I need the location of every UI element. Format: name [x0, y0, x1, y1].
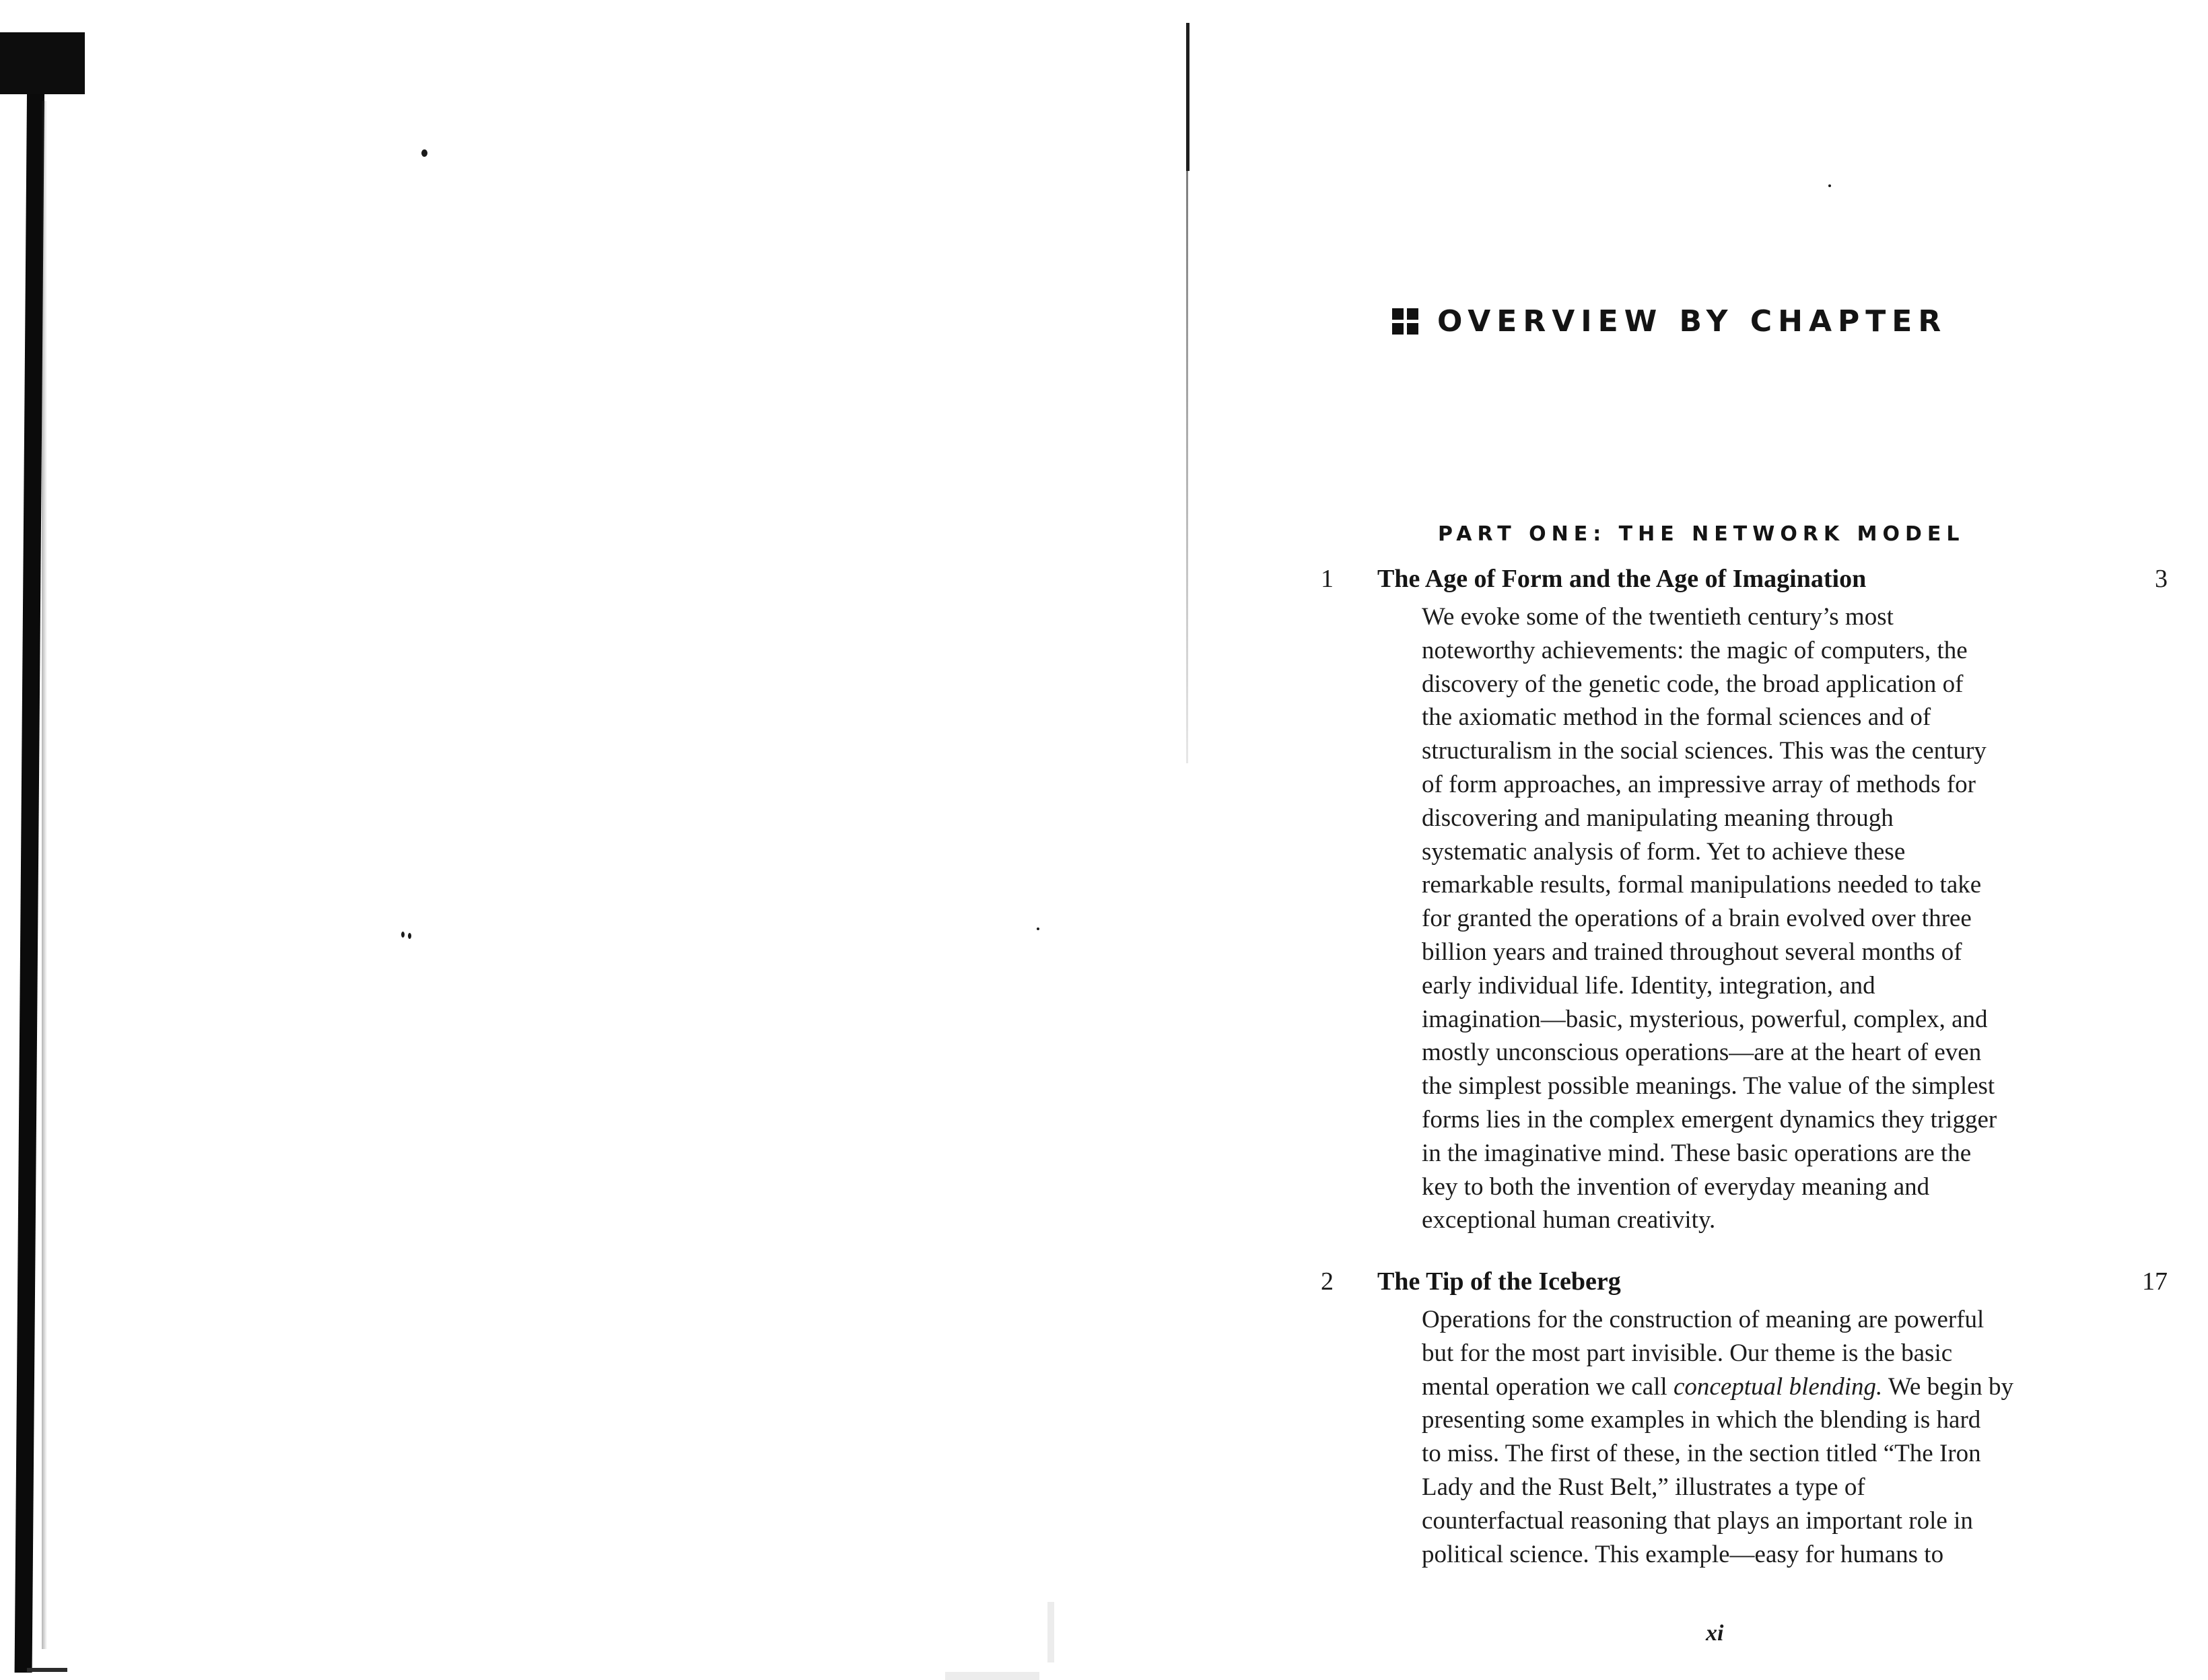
chapter-entry-header — [1306, 1267, 2168, 1303]
chapter-title[interactable]: The Age of Form and the Age of Imagination — [1377, 565, 1867, 593]
description-line: imagination—basic, mysterious, powerful, complex, and — [1422, 1005, 1988, 1033]
description-line: the simplest possible meanings. The value of the simplest — [1422, 1072, 1995, 1100]
description-line: We evoke some of the twentieth century’s most — [1422, 603, 1894, 631]
description-text: mental operation we call — [1422, 1372, 1667, 1401]
description-line: noteworthy achievements: the magic of computers, the — [1422, 636, 1968, 664]
chapter-page-number[interactable]: 17 — [2142, 1267, 2168, 1296]
scan-spine-gradient — [42, 101, 47, 1649]
dust-speck — [401, 932, 405, 938]
description-line: to miss. The first of these, in the section titled “The Iron — [1422, 1440, 1981, 1468]
book-gutter-line — [1186, 23, 1189, 171]
description-line: forms lies in the complex emergent dynamics they trigger — [1422, 1105, 1997, 1133]
chapter-description — [1422, 1303, 2096, 1571]
description-line: key to both the invention of everyday meaning and — [1422, 1172, 1930, 1201]
description-text: We begin by — [1888, 1372, 2013, 1401]
chapter-title[interactable]: The Tip of the Iceberg — [1377, 1267, 1621, 1296]
chapter-number: 2 — [1321, 1267, 1334, 1296]
scan-bottom-edge — [27, 1668, 67, 1672]
description-line: billion years and trained throughout several months of — [1422, 938, 1962, 966]
description-line: discovering and manipulating meaning through — [1422, 804, 1894, 832]
description-line: of form approaches, an impressive array of methods for — [1422, 770, 1976, 798]
scan-spine-shadow — [15, 94, 44, 1673]
dust-speck — [421, 149, 427, 157]
scan-margin-block — [0, 32, 85, 94]
description-line: structuralism in the social sciences. This was the century — [1422, 737, 1987, 765]
description-line: counterfactual reasoning that plays an important role in — [1422, 1506, 1973, 1535]
chapter-page-number[interactable]: 3 — [2155, 565, 2168, 593]
chapter-description — [1422, 600, 2096, 1237]
dust-speck — [1828, 184, 1831, 187]
chapter-entry — [1306, 564, 2168, 1237]
four-square-icon — [1392, 308, 1418, 335]
page-heading — [1392, 304, 1947, 339]
description-line: mostly unconscious operations—are at the heart of even — [1422, 1039, 1982, 1067]
description-line — [1422, 1370, 2096, 1404]
description-line: political science. This example—easy for humans to — [1422, 1540, 1944, 1568]
page-title: OVERVIEW BY CHAPTER — [1437, 304, 1947, 339]
emphasized-term: conceptual blending. — [1673, 1372, 1883, 1401]
dust-speck — [408, 933, 411, 939]
description-line: exceptional human creativity. — [1422, 1206, 1716, 1234]
page-folio: xi — [1706, 1621, 1724, 1646]
description-line: systematic analysis of form. Yet to achieve these — [1422, 837, 1906, 866]
description-line: early individual life. Identity, integration, and — [1422, 971, 1875, 1000]
chapter-entry-header — [1306, 564, 2168, 600]
dust-speck — [1037, 928, 1039, 930]
description-line: for granted the operations of a brain evolved over three — [1422, 905, 1972, 933]
description-line: in the imaginative mind. These basic operations are the — [1422, 1139, 1972, 1167]
chapter-number: 1 — [1321, 565, 1334, 593]
description-line: presenting some examples in which the blending is hard — [1422, 1406, 1981, 1434]
scan-smudge — [1047, 1602, 1054, 1663]
book-gutter-line-faint — [1186, 171, 1188, 763]
part-title: PART ONE: THE NETWORK MODEL — [1438, 522, 1965, 546]
description-line: the axiomatic method in the formal sciences and of — [1422, 703, 1931, 732]
description-line: Operations for the construction of meaning are powerful — [1422, 1306, 1985, 1333]
description-line: Lady and the Rust Belt,” illustrates a type of — [1422, 1473, 1865, 1501]
chapter-entry — [1306, 1267, 2168, 1571]
scan-smudge — [945, 1672, 1039, 1680]
description-line: discovery of the genetic code, the broad application of — [1422, 670, 1964, 698]
description-line: remarkable results, formal manipulations needed to take — [1422, 871, 1982, 899]
description-line: but for the most part invisible. Our theme is the basic — [1422, 1339, 1953, 1367]
